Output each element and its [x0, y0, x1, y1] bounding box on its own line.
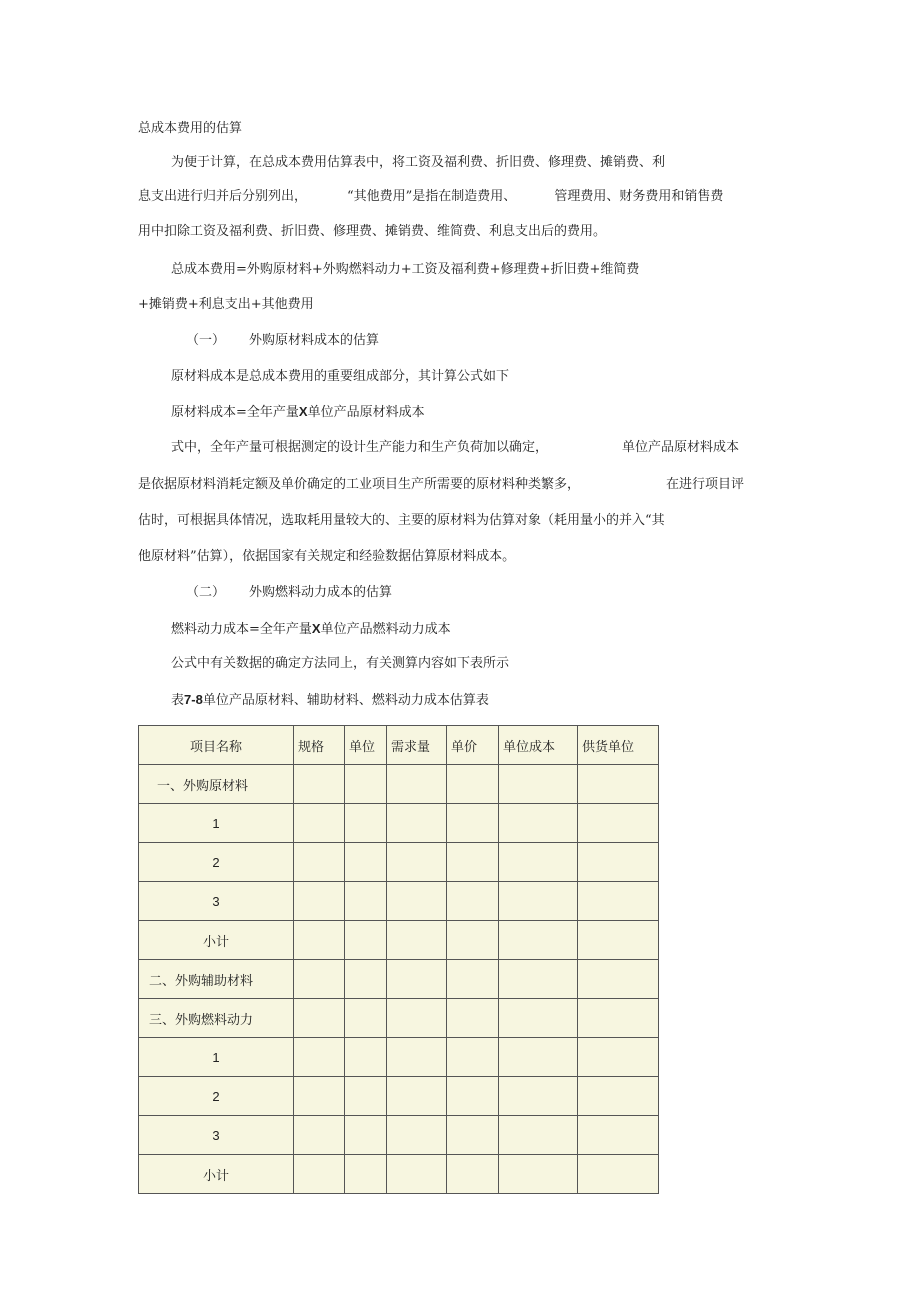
header-quantity: 需求量 — [387, 726, 447, 765]
table-row — [139, 882, 659, 921]
table-row — [139, 999, 659, 1038]
table-row — [139, 1077, 659, 1116]
section-1-para-2-line-1 — [171, 440, 739, 456]
section-2-title: 外购燃料动力成本的估算 — [249, 585, 393, 600]
section-1-heading — [186, 333, 379, 349]
section-2-number: （二） — [186, 585, 226, 600]
header-unit-price: 单价 — [447, 726, 499, 765]
table-caption-number: 7-8 — [184, 692, 203, 707]
section-2-heading — [186, 585, 392, 601]
row-label: 一、外购原材料 — [139, 765, 294, 804]
section-1-para-2-part-b: 单位产品原材料成本 — [622, 440, 740, 455]
table-caption — [171, 692, 489, 709]
table-row — [139, 765, 659, 804]
section-1-formula-left: 原材料成本=全年产量 — [171, 405, 299, 420]
row-label: 3 — [139, 1116, 294, 1155]
intro-line-1: 为便于计算，在总成本费用估算表中，将工资及福利费、折旧费、修理费、摊销费、利 — [171, 155, 666, 170]
table-row — [139, 921, 659, 960]
table-row — [139, 1038, 659, 1077]
intro-line-2-part-b: “其他费用”是指在制造费用、 — [347, 189, 517, 204]
row-label: 二、外购辅助材料 — [139, 960, 294, 999]
section-1-formula — [171, 404, 425, 421]
row-label: 小计 — [139, 1155, 294, 1194]
multiply-sign: X — [298, 404, 308, 419]
formula-line-1: 总成本费用=外购原材料+外购燃料动力+工资及福利费+修理费+折旧费+维简费 — [171, 262, 640, 277]
cost-estimate-table — [138, 725, 659, 1194]
row-label: 2 — [139, 1077, 294, 1116]
row-label: 1 — [139, 1038, 294, 1077]
intro-line-2 — [138, 189, 723, 205]
section-1-para-2-part-d: 在进行项目评 — [666, 477, 745, 492]
table-caption-prefix: 表 — [171, 693, 185, 708]
intro-line-2-part-c: 管理费用、财务费用和销售费 — [554, 189, 724, 204]
intro-line-3: 用中扣除工资及福利费、折旧费、修理费、摊销费、维简费、利息支出后的费用。 — [138, 224, 607, 239]
formula-line-2: +摊销费+利息支出+其他费用 — [138, 297, 314, 312]
header-supplier: 供货单位 — [578, 726, 659, 765]
section-2-para-1: 公式中有关数据的确定方法同上，有关测算内容如下表所示 — [171, 656, 510, 671]
section-1-para-1: 原材料成本是总成本费用的重要组成部分，其计算公式如下 — [171, 369, 510, 384]
table-row — [139, 960, 659, 999]
table-row — [139, 1155, 659, 1194]
section-1-formula-right: 单位产品原材料成本 — [307, 405, 425, 420]
section-1-para-2-line-4: 他原材料”估算），依据国家有关规定和经验数据估算原材料成本。 — [138, 549, 516, 564]
section-1-title: 外购原材料成本的估算 — [249, 333, 380, 348]
section-1-para-2-line-3: 估时，可根据具体情况，选取耗用量较大的、主要的原材料为估算对象（耗用量小的并入“其 — [138, 513, 665, 528]
table-row — [139, 1116, 659, 1155]
header-unit: 单位 — [345, 726, 387, 765]
multiply-sign: X — [311, 621, 321, 636]
intro-line-2-part-a: 息支出进行归并后分别列出， — [138, 189, 308, 204]
table-caption-title: 单位产品原材料、辅助材料、燃料动力成本估算表 — [202, 693, 489, 708]
header-spec: 规格 — [294, 726, 345, 765]
section-2-formula-right: 单位产品燃料动力成本 — [320, 622, 451, 637]
section-2-formula — [171, 621, 451, 638]
table-row — [139, 843, 659, 882]
row-label: 1 — [139, 804, 294, 843]
row-label: 3 — [139, 882, 294, 921]
section-heading: 总成本费用的估算 — [138, 121, 243, 136]
section-1-number: （一） — [186, 333, 226, 348]
header-unit-cost: 单位成本 — [499, 726, 578, 765]
row-label: 2 — [139, 843, 294, 882]
table-row — [139, 804, 659, 843]
section-1-para-2-part-c: 是依据原材料消耗定额及单价确定的工业项目生产所需要的原材料种类繁多， — [138, 477, 581, 492]
section-1-para-2-part-a: 式中，全年产量可根据测定的设计生产能力和生产负荷加以确定， — [171, 440, 549, 455]
header-item-name: 项目名称 — [139, 726, 294, 765]
table-header-row — [139, 726, 659, 765]
section-1-para-2-line-2 — [138, 477, 744, 493]
row-label: 三、外购燃料动力 — [139, 999, 294, 1038]
section-2-formula-left: 燃料动力成本=全年产量 — [171, 622, 312, 637]
row-label: 小计 — [139, 921, 294, 960]
